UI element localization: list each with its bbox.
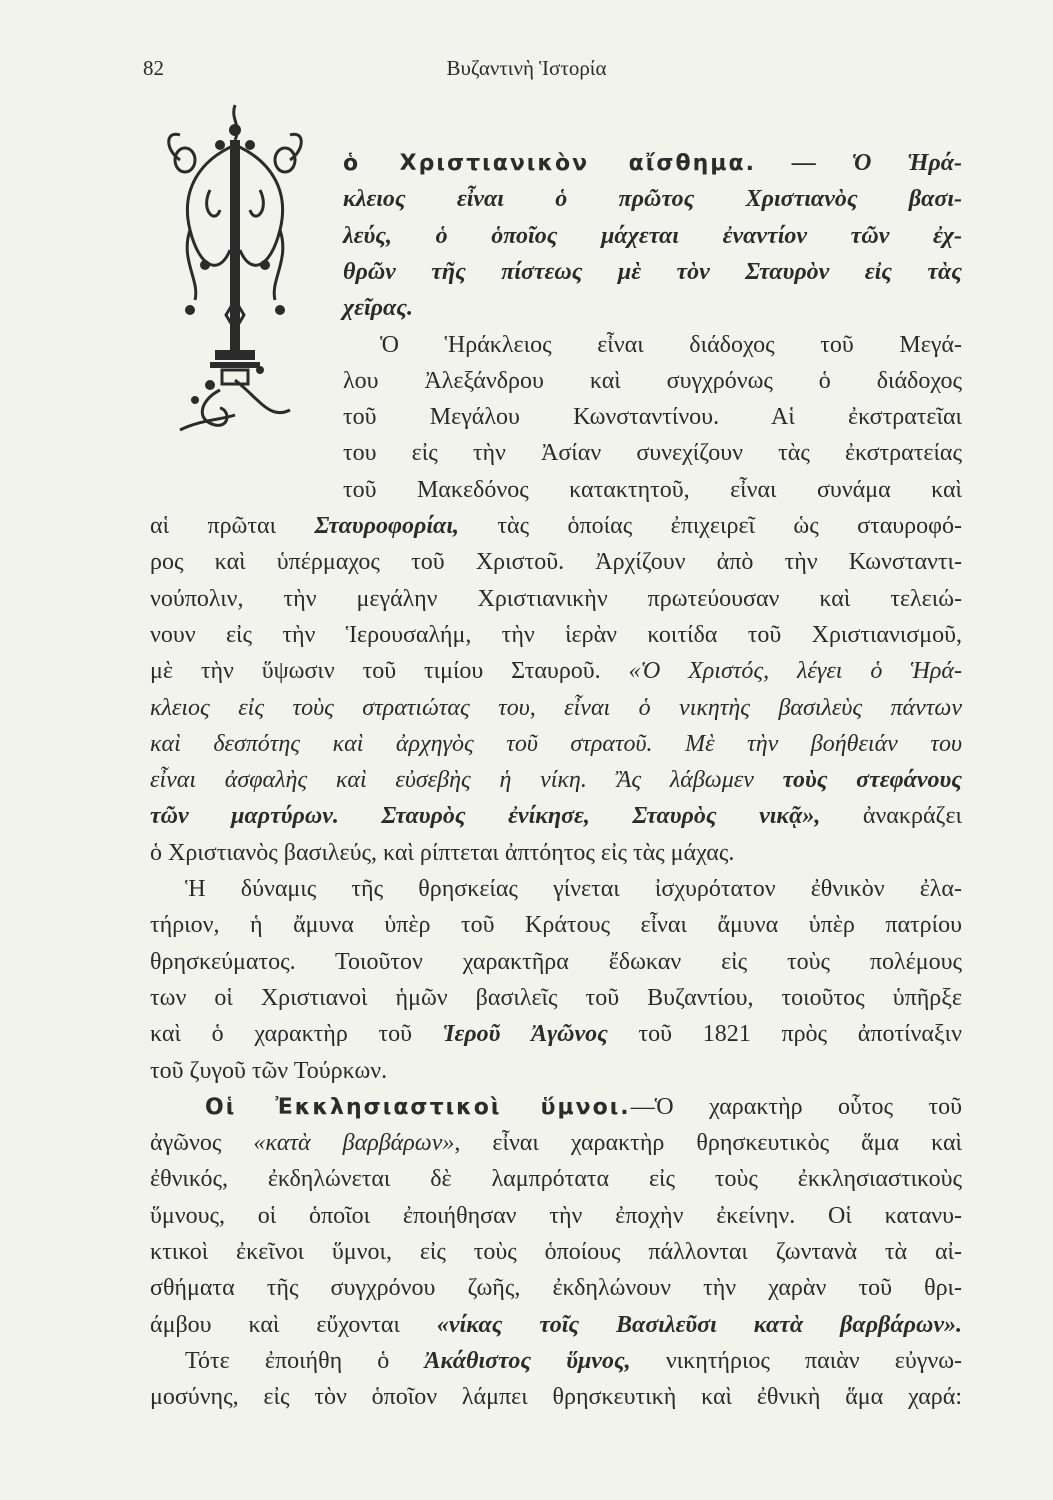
emphasis-run: χεῖρας. bbox=[343, 295, 414, 322]
text-line bbox=[150, 983, 962, 1013]
emphasis-run: τῶν μαρτύρων. Σταυρὸς ἐνίκησε, Σταυρὸς νικᾷ», bbox=[150, 803, 821, 830]
text-run: αἱ πρῶται bbox=[150, 513, 315, 539]
text-line bbox=[150, 1382, 962, 1412]
ornamental-initial-icon bbox=[160, 100, 310, 445]
text-run: τήριον, ἡ ἄμυνα ὑπὲρ τοῦ Κράτους εἶναι ἄμυνα ὑπὲρ πατρίου bbox=[150, 912, 962, 939]
section-heading: ὁ Χριστιανικὸν αἴσθημα. bbox=[343, 151, 756, 176]
text-run: τοῦ Μακεδόνος κατακτητοῦ, εἶναι συνάμα καὶ bbox=[343, 476, 962, 503]
emphasis-run: Σταυροφορίαι, bbox=[314, 513, 459, 539]
text-line bbox=[150, 656, 962, 686]
text-run: κτικοὶ ἐκεῖνοι ὕμνοι, εἰς τοὺς ὁποίους πάλλονται ζωντανὰ τὰ αἰ- bbox=[150, 1239, 962, 1265]
text-line bbox=[150, 693, 962, 723]
text-line bbox=[343, 330, 962, 360]
text-run: μὲ τὴν ὕψωσιν τοῦ τιμίου Σταυροῦ. bbox=[150, 658, 629, 685]
section-heading: Οἱ Ἐκκλησιαστικοὶ ὕμνοι. bbox=[205, 1094, 631, 1120]
emphasis-run: — Ὁ Ἡρά- bbox=[755, 150, 963, 176]
text-line bbox=[150, 729, 962, 759]
running-title: Βυζαντινὴ Ἱστορία bbox=[446, 56, 607, 80]
text-line bbox=[343, 438, 962, 468]
emphasis-run: λεύς, ὁ ὁποῖος μάχεται ἐναντίον τῶν ἐχ- bbox=[343, 222, 962, 249]
emphasis-run: κλειος εἰς τοὺς στρατιώτας του, εἶναι ὁ νικητὴς βασιλεὺς πάντων bbox=[150, 694, 962, 721]
text-line bbox=[150, 947, 962, 977]
text-line bbox=[150, 1056, 962, 1086]
emphasis-run: καὶ δεσπότης καὶ ἀρχηγὸς τοῦ στρατοῦ. Μὲ τὴν βοήθειάν του bbox=[150, 730, 962, 757]
text-line bbox=[343, 221, 962, 251]
text-run: ὁ Χριστιανὸς βασιλεύς, καὶ ρίπτεται ἀπτόητος εἰς τὰς μάχας. bbox=[150, 839, 735, 866]
text-line bbox=[150, 620, 962, 650]
text-line bbox=[150, 838, 962, 868]
text-run: Τότε ἐποιήθη ὁ bbox=[185, 1347, 425, 1374]
text-run: των οἱ Χριστιανοὶ ἡμῶν βασιλεῖς τοῦ Βυζαντίου, τοιοῦτος ὑπῆρξε bbox=[150, 984, 962, 1011]
text-line bbox=[343, 148, 962, 178]
text-run: νικητήριος παιὰν εὐγνω- bbox=[630, 1347, 962, 1374]
emphasis-run: «κατὰ βαρβάρων» bbox=[253, 1130, 455, 1157]
text-run: Ἡ δύναμις τῆς θρησκείας γίνεται ἰσχυρότατον ἐθνικὸν ἐλα- bbox=[185, 876, 962, 902]
text-line bbox=[150, 801, 962, 831]
emphasis-run: εἶναι ἀσφαλὴς καὶ εὐσεβὴς ἡ νίκη. Ἂς λάβωμεν bbox=[150, 767, 783, 794]
text-run: θρησκεύματος. Τοιοῦτον χαρακτῆρα ἔδωκαν εἰς τοὺς πολέμους bbox=[150, 948, 962, 975]
text-run: Ὁ Ἡράκλειος εἶναι διάδοχος τοῦ Μεγά- bbox=[380, 331, 962, 358]
text-run: τοῦ Μεγάλου Κωνσταντίνου. Αἱ ἐκστρατεῖαι bbox=[343, 404, 962, 431]
text-line bbox=[150, 511, 962, 541]
text-line bbox=[150, 584, 962, 614]
text-run: μοσύνης, εἰς τὸν ὁποῖον λάμπει θρησκευτικὴ καὶ ἐθνικὴ ἅμα χαρά: bbox=[150, 1384, 962, 1411]
text-line bbox=[150, 1092, 962, 1122]
text-line bbox=[150, 1019, 962, 1049]
text-line bbox=[343, 184, 962, 214]
text-line bbox=[343, 257, 962, 287]
text-run: νουν εἰς τὴν Ἱερουσαλήμ, τὴν ἱερὰν κοιτίδα τοῦ Χριστιανισμοῦ, bbox=[150, 621, 962, 648]
text-run: του εἰς τὴν Ἀσίαν συνεχίζουν τὰς ἐκστρατείας bbox=[343, 440, 962, 467]
emphasis-run: «Ὁ Χριστός, λέγει ὁ Ἡρά- bbox=[628, 658, 962, 685]
emphasis-run: «νίκας τοῖς Βασιλεῦσι κατὰ βαρβάρων». bbox=[436, 1311, 963, 1338]
text-run: —Ὁ χαρακτὴρ οὗτος τοῦ bbox=[630, 1093, 963, 1120]
text-line bbox=[150, 1201, 962, 1231]
text-line bbox=[150, 1310, 962, 1340]
text-line bbox=[150, 910, 962, 940]
text-line bbox=[150, 1128, 962, 1158]
text-line bbox=[150, 765, 962, 795]
text-run: τὰς ὁποίας ἐπιχειρεῖ ὡς σταυροφό- bbox=[458, 513, 962, 539]
emphasis-run: Ἱεροῦ Ἀγῶνος bbox=[442, 1021, 608, 1048]
emphasis-run: θρῶν τῆς πίστεως μὲ τὸν Σταυρὸν εἰς τὰς bbox=[343, 258, 962, 285]
text-line bbox=[150, 1273, 962, 1303]
text-line bbox=[150, 874, 962, 904]
emphasis-run: τοὺς στεφάνους bbox=[782, 767, 963, 794]
text-run: άμβου καὶ εὔχονται bbox=[150, 1311, 437, 1338]
text-line bbox=[150, 1237, 962, 1267]
text-run: , εἶναι χαρακτὴρ θρησκευτικὸς ἅμα καὶ bbox=[454, 1130, 963, 1157]
text-run: σθήματα τῆς συγχρόνου ζωῆς, ἐκδηλώνουν τὴν χαρὰν τοῦ θρι- bbox=[150, 1275, 962, 1302]
page-number: 82 bbox=[143, 56, 164, 80]
text-line bbox=[150, 1346, 962, 1376]
text-line bbox=[343, 293, 962, 323]
text-run: ὕμνους, οἱ ὁποῖοι ἐποιήθησαν τὴν ἐποχὴν ἐκείνην. Οἱ κατανυ- bbox=[150, 1202, 962, 1229]
text-line bbox=[343, 475, 962, 505]
text-run: ἐθνικός, ἐκδηλώνεται δὲ λαμπρότατα εἰς τοὺς ἐκκλησιαστικοὺς bbox=[150, 1166, 962, 1193]
text-run: τοῦ 1821 πρὸς ἀποτίναξιν bbox=[607, 1021, 962, 1048]
text-run: τοῦ ζυγοῦ τῶν Τούρκων. bbox=[150, 1057, 388, 1084]
text-run: ἀνακράζει bbox=[820, 803, 962, 830]
emphasis-run: Ἀκάθιστος ὕμνος, bbox=[424, 1347, 631, 1374]
text-line bbox=[150, 1164, 962, 1194]
text-line bbox=[343, 366, 962, 396]
text-run: νούπολιν, τὴν μεγάλην Χριστιανικὴν πρωτεύουσαν καὶ τελειώ- bbox=[150, 585, 962, 612]
text-line bbox=[150, 547, 962, 577]
emphasis-run: κλειος εἶναι ὁ πρῶτος Χριστιανὸς βασι- bbox=[343, 186, 962, 213]
text-run: καὶ ὁ χαρακτὴρ τοῦ bbox=[150, 1021, 443, 1048]
text-run: λου Ἀλεξάνδρου καὶ συγχρόνως ὁ διάδοχος bbox=[343, 367, 962, 394]
text-run: ἀγῶνος bbox=[150, 1130, 254, 1157]
text-line bbox=[343, 402, 962, 432]
text-run: ρος καὶ ὑπέρμαχος τοῦ Χριστοῦ. Ἀρχίζουν ἀπὸ τὴν Κωνσταντι- bbox=[150, 549, 962, 576]
